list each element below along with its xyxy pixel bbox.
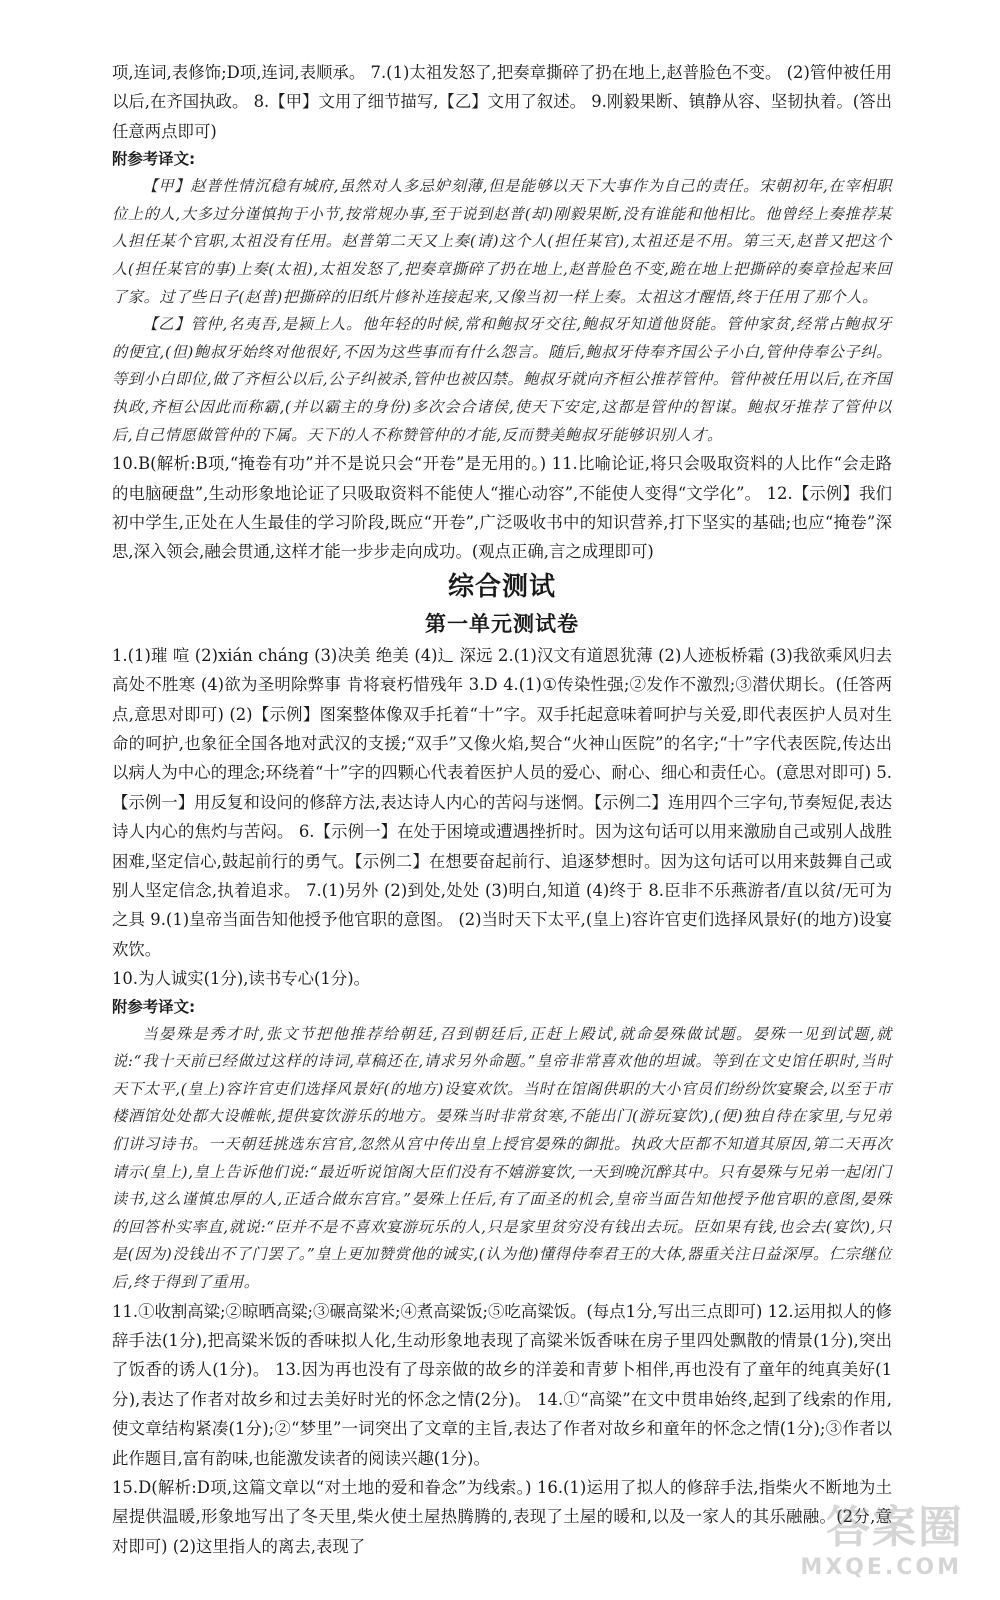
- translation-yi: 【乙】管仲,名夷吾,是颍上人。他年轻的时候,常和鲍叔牙交往,鲍叔牙知道他贤能。管仲家贫,经常占鲍叔牙的便宜,(但)鲍叔牙始终对他很好,不因为这些事而有什么怨言。随后,鲍叔牙侍奉齐国公子小白,管仲侍奉公子纠。等到小白即位,做了齐桓公以后,公子纠被杀,管仲也被囚禁。鲍叔牙就向齐桓公推荐管仲。管仲被任用以后,在齐国执政,齐桓公因此而称霸,(并以霸主的身份)多次会合诸侯,使天下安定,这都是管仲的智谋。鲍叔牙推荐了管仲以后,自己情愿做管仲的下属。天下的人不称赞管仲的才能,反而赞美鲍叔牙能够识别人才。: [112, 315, 892, 444]
- watermark-text-en: MXQE.COM: [800, 1555, 962, 1580]
- answer-block-1-9: 1.(1)璀 喧 (2)xián cháng (3)决美 绝美 (4)辶 深远 2.(1)汉文有道恩犹薄 (2)人迹板桥霜 (3)我欲乘风归去 高处不胜寒 (4)欲为圣明除弊事 肯将衰朽惜残年 3.D 4.(1)①传染性强;②发作不激烈;③潜伏期长。(任答两点,意思对即可) (2)【示例】图案整体像双手托着“十”字。双手托起意味着呵护与关爱,即代表医护人员对生命的呵护,也象征全国各地对武汉的支援;“双手”又像火焰,契合“火神山医院”的名字;“十”字代表医院,传达出以病人为中心的理念;环绕着“十”字的四颗心代表着医护人员的爱心、耐心、细心和责任心。(意思对即可) 5.【示例一】用反复和设问的修辞方法,表达诗人内心的苦闷与迷惘。【示例二】连用四个三字句,节奏短促,表达诗人内心的焦灼与苦闷。 6.【示例一】在处于困境或遭遇挫折时。因为这句话可以用来激励自己或别人战胜困难,坚定信心,鼓起前行的勇气。【示例二】在想要奋起前行、追逐梦想时。因为这句话可以用来鼓舞自己或别人坚定信念,执着追求。 7.(1)另外 (2)到处,处处 (3)明白,知道 (4)终于 8.臣非不乐燕游者/直以贫/无可为之具 9.(1)皇帝当面告知他授予他官职的意图。 (2)当时天下太平,(皇上)容许官吏们选择风景好(的地方)设宴欢饮。: [112, 645, 892, 959]
- answer-page: [112, 58, 892, 1561]
- translation-yanshu: 当晏殊是秀才时,张文节把他推荐给朝廷,召到朝廷后,正赶上殿试,就命晏殊做试题。晏殊一见到试题,就说:“我十天前已经做过这样的诗词,草稿还在,请求另外命题。”皇帝非常喜欢他的坦诚。等到在文史馆任职时,当时天下太平,(皇上)容许官吏们选择风景好(的地方)设宴欢饮。当时在馆阁供职的大小官员们纷纷饮宴聚会,以至于市楼酒馆处处都大设帷帐,提供宴饮游乐的地方。晏殊当时非常贫寒,不能出门(游玩宴饮),(便)独自待在家里,与兄弟们讲习诗书。一天朝廷挑选东宫官,忽然从宫中传出皇上授官晏殊的御批。执政大臣都不知道其原因,第二天再次请示(皇上),皇上告诉他们说:“最近听说馆阁大臣们没有不嬉游宴饮,一天到晚沉醉其中。只有晏殊与兄弟一起闭门读书,这么谨慎忠厚的人,正适合做东宫官。”晏殊上任后,有了面圣的机会,皇帝当面告知他授予他官职的意图,晏殊的回答朴实率直,就说:“臣并不是不喜欢宴游玩乐的人,只是家里贫穷没有钱出去玩。臣如果有钱,也会去(宴饮),只是(因为)没钱出不了门罢了。”皇上更加赞赏他的诚实,(认为他)懂得侍奉君王的大体,器重关注日益深厚。仁宗继位后,终于得到了重用。: [112, 1024, 892, 1291]
- answer-block-10-12: 10.B(解析:B项,“掩卷有功”并不是说只会“开卷”是无用的。) 11.比喻论证,将只会吸取资料的人比作“会走路的电脑硬盘”,生动形象地论证了只吸取资料不能使人“摧心动容”,不能使人变得“文学化”。 12.【示例】我们初中学生,正处在人生最佳的学习阶段,既应“开卷”,广泛吸收书中的知识营养,打下坚实的基础;也应“掩卷”深思,深入领会,融会贯通,这样才能一步步走向成功。(观点正确,言之成理即可): [112, 454, 892, 562]
- translation-jia: 【甲】赵普性情沉稳有城府,虽然对人多忌妒刻薄,但是能够以天下大事作为自己的责任。宋朝初年,在宰相职位上的人,大多过分谨慎拘于小节,按常规办事,至于说到赵普(却)刚毅果断,没有谁能和他相比。他曾经上奏推荐某人担任某个官职,太祖没有任用。赵普第二天又上奏(请)这个人(担任某官),太祖还是不用。第三天,赵普又把这个人(担任某官的事)上奏(太祖),太祖发怒了,把奏章撕碎了扔在地上,赵普脸色不变,跪在地上把撕碎的奏章捡起来回了家。过了些日子(赵普)把撕碎的旧纸片修补连接起来,又像当初一样上奏。太祖这才醒悟,终于任用了那个人。: [112, 177, 892, 306]
- answer-10: 10.为人诚实(1分),读书专心(1分)。: [112, 969, 371, 989]
- translation-heading: 附参考译文:: [112, 150, 196, 169]
- answer-block-7-9: 项,连词,表修饰;D项,连词,表顺承。 7.(1)太祖发怒了,把奏章撕碎了扔在地上,赵普脸色不变。 (2)管仲被任用以后,在齐国执政。 8.【甲】文用了细节描写,【乙】文用了叙述。 9.刚毅果断、镇静从容、坚韧执着。(答出任意两点即可): [112, 63, 892, 141]
- watermark-logo: [774, 1502, 970, 1586]
- answer-block-15-16: 15.D(解析:D项,这篇文章以“对土地的爱和眷念”为线索。) 16.(1)运用了拟人的修辞手法,指柴火不断地为土屋提供温暖,形象地写出了冬天里,柴火使土屋热腾腾的,表现了土屋的暖和,以及一家人的其乐融融。(2分,意对即可) (2)这里指人的离去,表现了: [112, 1478, 892, 1556]
- answer-block-11-14: 11.①收割高粱;②晾晒高粱;③碾高粱米;④煮高粱饭;⑤吃高粱饭。(每点1分,写出三点即可) 12.运用拟人的修辞手法(1分),把高粱米饭的香味拟人化,生动形象地表现了高粱米饭香味在房子里四处飘散的情景(1分),突出了饭香的诱人(1分)。 13.因为再也没有了母亲做的故乡的洋姜和青萝卜相伴,再也没有了童年的纯真美好(1分),表达了作者对故乡和过去美好时光的怀念之情(2分)。 14.①“高粱”在文中贯串始终,起到了线索的作用,使文章结构紧凑(1分);②“梦里”一词突出了文章的主旨,表达了作者对故乡和童年的怀念之情(1分);③作者以此作题目,富有韵味,也能激发读者的阅读兴趣(1分)。: [112, 1301, 892, 1468]
- translation-heading-2: 附参考译文:: [112, 997, 196, 1016]
- subsection-title: 第一单元测试卷: [425, 611, 579, 636]
- section-title: 综合测试: [447, 571, 556, 602]
- watermark-text-cn: 答案圈: [826, 1502, 964, 1553]
